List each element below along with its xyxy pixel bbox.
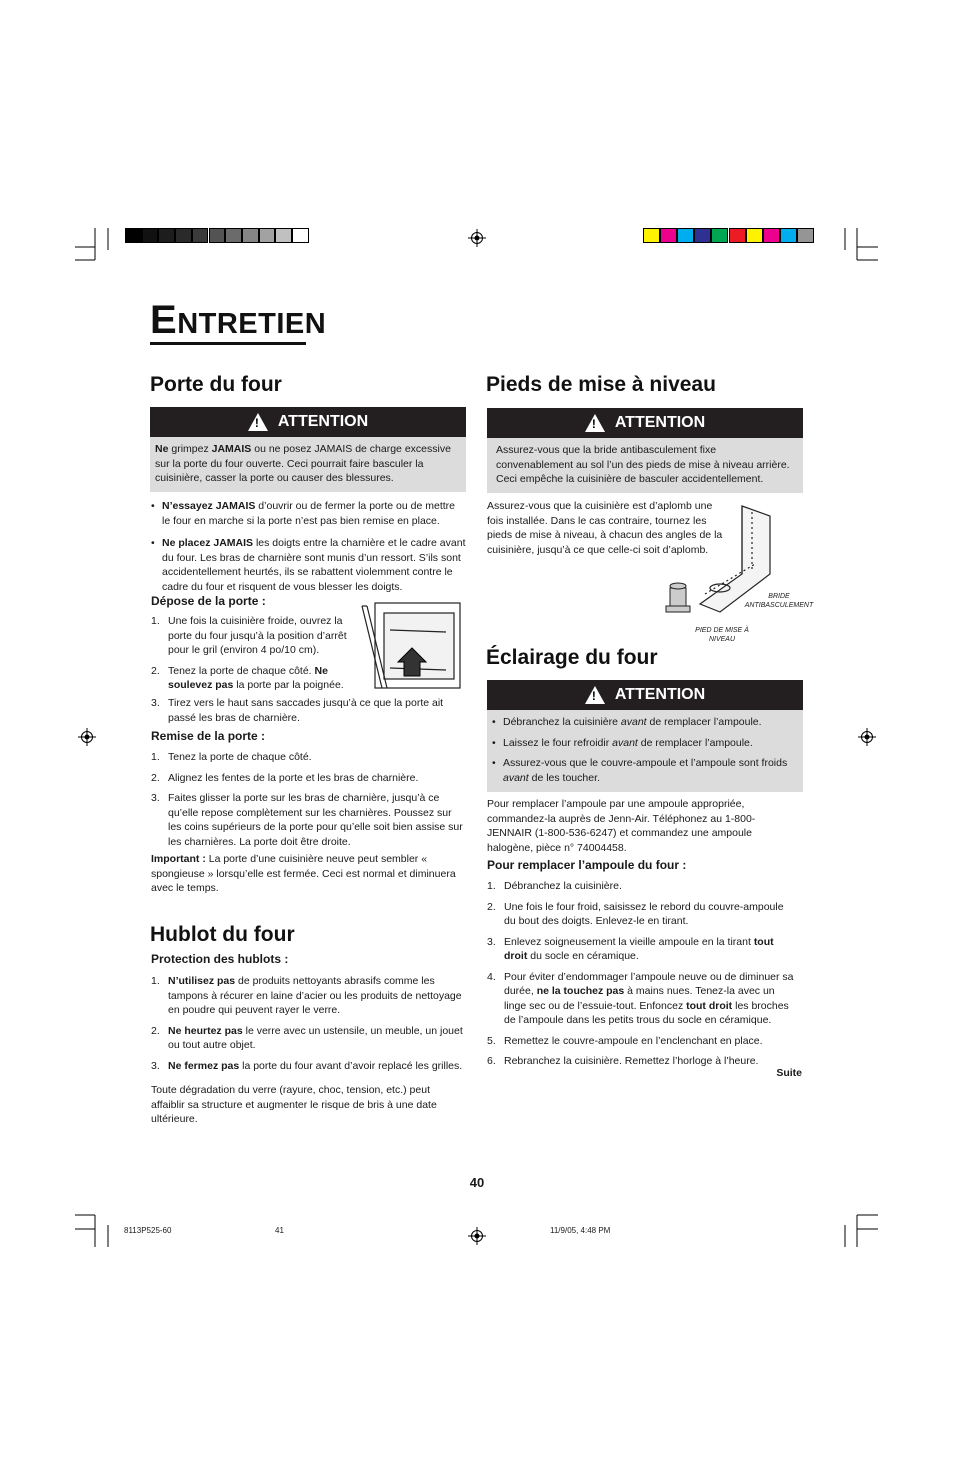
protection-steps — [151, 974, 466, 1079]
eclairage-intro: Pour remplacer l’ampoule par une ampoule appropriée, commandez-la auprès de Jenn-Air. Téléphonez au 1-800-JENNAIR (1-800-536-6247) et commandez une ampoule halogène, pièce n° 74004458. — [487, 798, 756, 854]
color-swatch — [158, 228, 175, 243]
color-swatch — [225, 228, 242, 243]
list-item: 2. Ne heurtez pas le verre avec un ustensile, un meuble, un jouet ou tout autre objet. — [151, 1024, 463, 1051]
list-item: 1. N’utilisez pas de produits nettoyants abrasifs comme les tampons à récurer en laine d’acier ou les produits de nettoyage en poudre qui peuvent rayer le verre. — [151, 975, 462, 1016]
attention-text: Ne grimpez JAMAIS ou ne posez JAMAIS de charge excessive sur la porte du four ouverte. Ceci pourrait faire basculer la cuisinière, casser la porte ou causer des blessures. — [150, 437, 466, 492]
page-title: ENTRETIEN — [150, 298, 327, 342]
list-item: 3. Tirez vers le haut sans saccades jusqu’à ce que la porte ait passé les bras de charnière. — [151, 697, 444, 724]
warning-triangle-icon: ! — [585, 414, 605, 432]
list-item: 6. Rebranchez la cuisinière. Remettez l’horloge à l’heure. — [487, 1055, 759, 1067]
color-swatch — [780, 228, 797, 243]
color-swatch — [142, 228, 159, 243]
color-swatch — [275, 228, 292, 243]
remise-steps — [151, 750, 466, 855]
list-item: 2. Une fois le four froid, saisissez le rebord du couvre-ampoule du bout des doigts. Enlevez-le en tirant. — [487, 900, 784, 927]
attention-text: Assurez-vous que la bride antibasculement fixe convenablement au sol l’un des pieds de mise à niveau arrière. Ceci empêche la cuisinière de basculer accidentellement. — [487, 438, 803, 493]
registration-target-icon — [78, 728, 96, 746]
page-number: 40 — [469, 1175, 485, 1190]
color-swatch — [292, 228, 309, 243]
important-note: Important : La porte d’une cuisinière neuve peut sembler « spongieuse » lorsqu’elle est fermée. Ceci est normal et diminuera avec le temps. — [151, 853, 456, 894]
footer-date: 11/9/05, 4:48 PM — [550, 1226, 611, 1235]
footer-code: 8113P525-60 — [124, 1226, 172, 1235]
color-swatch — [694, 228, 711, 243]
oven-door-illustration — [360, 598, 466, 694]
remise-heading: Remise de la porte : — [151, 729, 266, 743]
ampoule-heading: Pour remplacer l’ampoule du four : — [487, 858, 687, 872]
color-swatch — [660, 228, 677, 243]
color-swatch — [763, 228, 780, 243]
warning-triangle-icon: ! — [248, 413, 268, 431]
list-item: 2. Tenez la porte de chaque côté. Ne soulevez pas la porte par la poignée. — [151, 664, 344, 691]
list-item: 1. Tenez la porte de chaque côté. — [151, 751, 312, 763]
label-pied: PIED DE MISE À NIVEAU — [695, 627, 749, 643]
list-item: • N’essayez JAMAIS d’ouvrir ou de fermer la porte ou de mettre le four en marche si la porte n’est pas bien remise en place. — [151, 499, 466, 528]
section-heading-porte: Porte du four — [150, 373, 282, 396]
color-swatch — [643, 228, 660, 243]
registration-target-icon — [858, 728, 876, 746]
color-swatch — [797, 228, 814, 243]
color-swatch — [242, 228, 259, 243]
attention-box-eclairage — [487, 680, 803, 792]
color-swatch — [192, 228, 209, 243]
color-swatch — [125, 228, 142, 243]
list-item: 3. Faites glisser la porte sur les bras de charnière, jusqu’à ce qu’elle repose complètement sur les charnières. Poussez sur les coins supérieurs de la porte pour qu’elle soit bien assise sur les charnières. La porte doit être droite. — [151, 792, 463, 848]
hublot-closing: Toute dégradation du verre (rayure, choc, tension, etc.) peut affaiblir sa structure et augmenter le risque de bris à une date ultérieure. — [151, 1084, 437, 1125]
list-item: 1. Débranchez la cuisinière. — [487, 880, 622, 892]
depose-step-3 — [151, 696, 466, 731]
attention-text — [487, 710, 803, 792]
list-item: • Débranchez la cuisinière avant de remplacer l’ampoule. — [492, 715, 798, 730]
color-swatch — [259, 228, 276, 243]
protection-heading: Protection des hublots : — [151, 952, 289, 966]
section-heading-hublot: Hublot du four — [150, 923, 295, 946]
section-heading-eclairage: Éclairage du four — [486, 646, 658, 669]
list-item: 4. Pour éviter d’endommager l’ampoule neuve ou de diminuer sa durée, ne la touchez pas à mains nues. Tenez-la avec un linge sec ou de l’essuie-tout. Enfoncez tout droit les broches de l’ampoule dans les petits trous du socle en céramique. — [487, 970, 794, 1026]
suite-label: Suite — [776, 1067, 802, 1079]
warning-triangle-icon: ! — [585, 686, 605, 704]
ampoule-steps — [487, 879, 797, 1075]
registration-target-icon — [468, 229, 486, 247]
list-item: • Assurez-vous que le couvre-ampoule et l’ampoule sont froids avant de les toucher. — [492, 756, 798, 785]
porte-bullets — [151, 499, 466, 602]
attention-bar: ! ATTENTION — [487, 680, 803, 710]
list-item: 3. Enlevez soigneusement la vieille ampoule en la tirant tout droit du socle en céramique. — [487, 935, 774, 962]
color-swatch — [746, 228, 763, 243]
pieds-body: Assurez-vous que la cuisinière est d’aplomb une fois installée. Dans le cas contraire, tournez les pieds de mise à niveau, à chacun des angles de la cuisinière, jusqu’à ce que celle-ci soit d’aplomb. — [487, 500, 723, 556]
title-underline — [150, 342, 306, 345]
color-swatch — [175, 228, 192, 243]
attention-bar: ! ATTENTION — [150, 407, 466, 437]
list-item: 5. Remettez le couvre-ampoule en l’enclenchant en place. — [487, 1034, 763, 1047]
list-item: • Laissez le four refroidir avant de remplacer l’ampoule. — [492, 736, 798, 751]
depose-heading: Dépose de la porte : — [151, 594, 266, 608]
color-swatch — [209, 228, 226, 243]
attention-box-porte — [150, 407, 466, 492]
color-swatch — [677, 228, 694, 243]
list-item: • Ne placez JAMAIS les doigts entre la charnière et le cadre avant du four. Les bras de charnière sont munis d’un ressort. S’ils sont accidentellement heurtés, ils se rabattent violemment contre le cadre du four et risquent de vous blesser les doigts. — [151, 536, 466, 594]
attention-bar: ! ATTENTION — [487, 408, 803, 438]
list-item: 3. Ne fermez pas la porte du four avant d’avoir replacé les grilles. — [151, 1059, 463, 1072]
section-heading-pieds: Pieds de mise à niveau — [486, 373, 716, 396]
attention-box-pieds — [487, 408, 803, 493]
registration-target-icon — [468, 1227, 486, 1245]
depose-steps — [151, 614, 349, 699]
footer-sheet: 41 — [275, 1226, 284, 1235]
label-bride: BRIDE ANTIBASCULEMENT — [744, 593, 814, 609]
color-swatch — [729, 228, 746, 243]
color-swatch — [711, 228, 728, 243]
list-item: 2. Alignez les fentes de la porte et les bras de charnière. — [151, 771, 419, 784]
list-item: 1. Une fois la cuisinière froide, ouvrez la porte du four jusqu’à la position d’arrêt pour le gril (environ 4 po/10 cm). — [151, 615, 347, 656]
